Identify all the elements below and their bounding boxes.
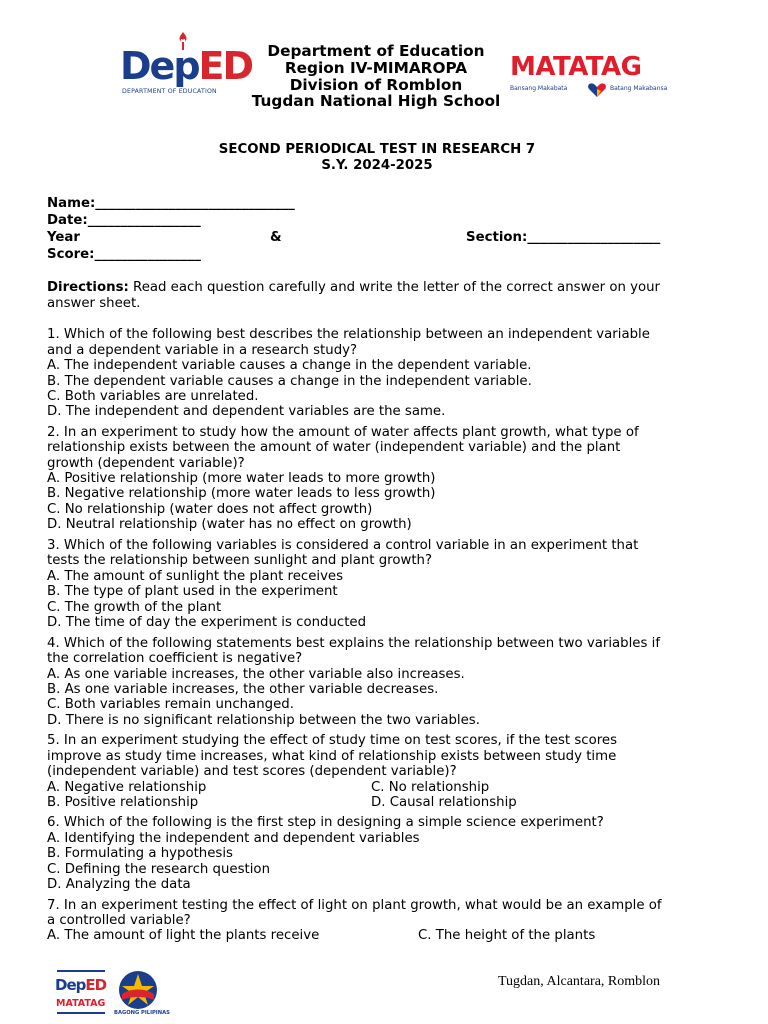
matatag-sub-left: Bansang Makabata xyxy=(510,85,568,92)
date-field xyxy=(47,213,201,229)
score-blank[interactable]: ________________ xyxy=(94,247,201,262)
test-title xyxy=(0,142,754,173)
department-name: Department of Education xyxy=(267,42,485,60)
section-label: Section: xyxy=(466,230,528,245)
matatag-logo-text: MATATAG xyxy=(510,52,642,82)
test-title-main: SECOND PERIODICAL TEST IN RESEARCH 7 xyxy=(218,142,536,157)
answer-option: A. The amount of light the plants receive xyxy=(47,928,320,943)
year-label: Year xyxy=(47,230,80,245)
answer-option: B. Positive relationship xyxy=(47,795,199,810)
section-field xyxy=(466,230,660,246)
question-text: 2. In an experiment to study how the amount of water affects plant growth, what type of xyxy=(47,425,639,440)
answer-option: B. As one variable increases, the other variable decreases. xyxy=(47,682,439,697)
answer-option: D. The time of day the experiment is conducted xyxy=(47,615,367,630)
matatag-logo xyxy=(510,52,668,102)
question-text: 7. In an experiment testing the effect of light on plant growth, what would be an example of xyxy=(47,898,662,913)
answer-option: A. Positive relationship (more water leads to more growth) xyxy=(47,471,436,486)
date-blank[interactable]: _________________ xyxy=(87,213,201,228)
question-text: growth (dependent variable)? xyxy=(47,456,245,471)
directions-label: Directions: xyxy=(47,280,129,295)
footer-deped-logo xyxy=(55,970,107,1018)
question-text: 5. In an experiment studying the effect of study time on test scores, if the test scores xyxy=(47,733,618,748)
deped-logo-sub: DEPARTMENT OF EDUCATION xyxy=(122,88,217,95)
region-name: Region IV-MIMAROPA xyxy=(284,58,468,77)
answer-option: A. As one variable increases, the other variable also increases. xyxy=(47,667,465,682)
answer-option: A. Identifying the independent and dependent variables xyxy=(47,831,420,846)
answer-option: B. The dependent variable causes a change in the independent variable. xyxy=(47,374,532,389)
school-name: Tugdan National High School xyxy=(251,92,501,111)
answer-option: B. The type of plant used in the experiment xyxy=(47,584,338,599)
directions-line-2: answer sheet. xyxy=(47,296,141,311)
section-blank[interactable]: ____________________ xyxy=(527,230,661,245)
directions-line-1 xyxy=(47,280,660,296)
answer-option: C. Both variables are unrelated. xyxy=(47,389,259,404)
school-year: S.Y. 2024-2025 xyxy=(321,157,433,173)
answer-option: D. There is no significant relationship between the two variables. xyxy=(47,713,480,728)
seal-text: BAGONG PILIPINAS xyxy=(114,1010,170,1016)
footer-deped-text: DepED xyxy=(55,976,107,994)
answer-option: A. The independent variable causes a change in the dependent variable. xyxy=(47,358,532,373)
answer-option: D. The independent and dependent variables are the same. xyxy=(47,404,446,419)
answer-option: D. Neutral relationship (water has no effect on growth) xyxy=(47,517,412,532)
footer-matatag-text: MATATAG xyxy=(56,998,106,1009)
question-text: 4. Which of the following statements best explains the relationship between two variables if xyxy=(47,636,661,651)
question-text: relationship exists between the amount of water (independent variable) and the plant xyxy=(47,440,621,455)
answer-option: A. Negative relationship xyxy=(47,780,207,795)
name-label: Name: xyxy=(47,196,96,211)
directions-text: Read each question carefully and write the letter of the correct answer on your xyxy=(133,280,661,295)
answer-option: B. Formulating a hypothesis xyxy=(47,846,233,861)
answer-option: C. The growth of the plant xyxy=(47,600,222,615)
matatag-sub-right: Batang Makabansa xyxy=(610,85,668,92)
answer-option: C. No relationship xyxy=(371,780,490,795)
score-field xyxy=(47,247,201,263)
answer-option: C. Both variables remain unchanged. xyxy=(47,697,294,712)
question-text: the correlation coefficient is negative? xyxy=(47,651,303,666)
question-text: 6. Which of the following is the first step in designing a simple science experiment? xyxy=(47,815,604,830)
answer-option: B. Negative relationship (more water leads to less growth) xyxy=(47,486,436,501)
question-text: (independent variable) and test scores (dependent variable)? xyxy=(47,764,457,779)
question-text: 3. Which of the following variables is considered a control variable in an experiment that xyxy=(47,538,639,553)
question-text: a controlled variable? xyxy=(47,913,191,928)
footer-address: Tugdan, Alcantara, Romblon xyxy=(498,974,661,989)
name-field xyxy=(47,196,295,212)
answer-option: C. No relationship (water does not affect growth) xyxy=(47,502,373,517)
answer-option: C. The height of the plants xyxy=(418,928,596,943)
date-label: Date: xyxy=(47,213,88,228)
question-text: 1. Which of the following best describes the relationship between an independent variable xyxy=(47,327,650,342)
answer-option: D. Causal relationship xyxy=(371,795,517,810)
header-block xyxy=(240,43,512,110)
name-blank[interactable]: ______________________________ xyxy=(95,196,295,211)
question-text: improve as study time increases, what kind of relationship exists between study time xyxy=(47,749,617,764)
answer-option: D. Analyzing the data xyxy=(47,877,191,892)
seal-icon xyxy=(116,970,160,1010)
question-text: tests the relationship between sunlight and plant growth? xyxy=(47,553,433,568)
ampersand: & xyxy=(270,230,282,245)
division-name: Division of Romblon xyxy=(289,75,463,94)
bagong-pilipinas-seal xyxy=(114,970,170,1018)
answer-option: C. Defining the research question xyxy=(47,862,270,877)
deped-logo-text: DepED xyxy=(120,44,253,88)
answer-option: A. The amount of sunlight the plant receives xyxy=(47,569,344,584)
heart-icon xyxy=(587,82,607,98)
question-text: and a dependent variable in a research study? xyxy=(47,343,358,358)
score-label: Score: xyxy=(47,247,95,262)
deped-logo xyxy=(120,32,260,102)
